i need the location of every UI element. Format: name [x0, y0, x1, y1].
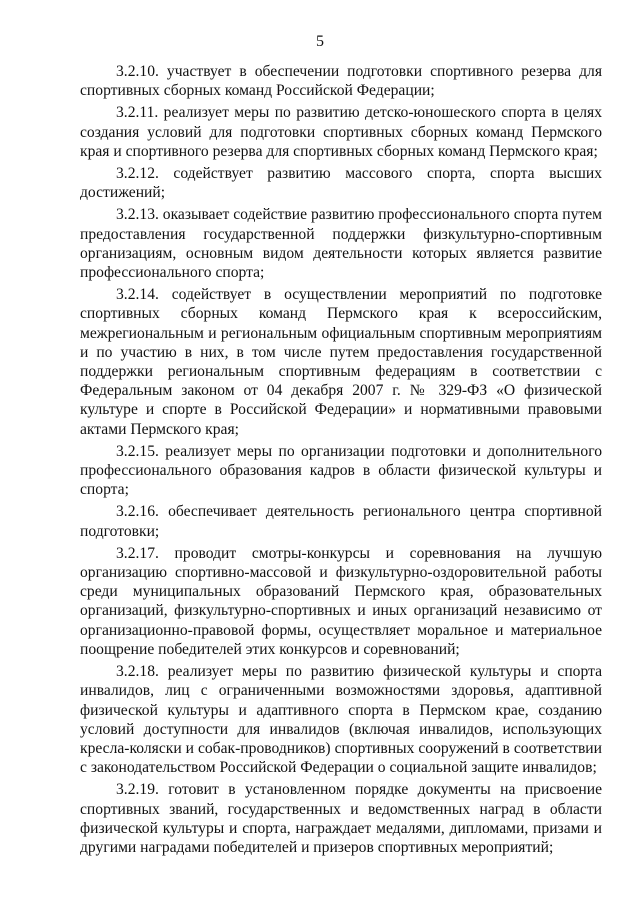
paragraph-3-2-15: 3.2.15. реализует меры по организации подготовки и дополнительного профессионального образования кадров в области физической культуры и спорта;: [80, 442, 602, 499]
paragraph-3-2-19: 3.2.19. готовит в установленном порядке документы на присвоение спортивных званий, государственных и ведомственных наград в области физической культуры и спорта, награждает медалями, дипломами, призами и другими наградами победителей и призеров спортивных мероприятий;: [80, 781, 602, 856]
paragraph-3-2-12: 3.2.12. содействует развитию массового спорта, спорта высших достижений;: [80, 165, 602, 202]
paragraph-3-2-18: 3.2.18. реализует меры по развитию физической культуры и спорта инвалидов, лиц с ограниченными возможностями здоровья, адаптивной физической культуры и адаптивного спорта в Пермском крае, созданию условий доступности для инвалидов (включая инвалидов, использующих кресла-коляски и собак-проводников) спортивных сооружений в соответствии с законодательством Российской Федерации о социальной защите инвалидов;: [80, 663, 602, 777]
document-body: [80, 62, 602, 860]
paragraph-3-2-11: 3.2.11. реализует меры по развитию детско-юношеского спорта в целях создания условий для подготовки спортивных сборных команд Пермского края и спортивного резерва для спортивных сборных команд Пермского края;: [80, 104, 602, 160]
paragraph-3-2-14: 3.2.14. содействует в осуществлении мероприятий по подготовке спортивных сборных команд Пермского края к всероссийским, межрегиональным и региональным официальным спортивным мероприятиям и по участию в них, в том числе путем предоставления государственной поддержки региональным спортивным федерациям в соответствии с Федеральным законом от 04 декабря 2007 г. № 329-ФЗ «О физической культуре и спорте в Российской Федерации» и нормативными правовыми актами Пермского края;: [80, 286, 602, 438]
paragraph-3-2-17: 3.2.17. проводит смотры-конкурсы и соревнования на лучшую организацию спортивно-массовой и физкультурно-оздоровительной работы среди муниципальных образований Пермского края, образовательных организаций, физкультурно-спортивных и иных организаций независимо от организационно-правовой формы, осуществляет моральное и материальное поощрение победителей этих конкурсов и соревнований;: [80, 544, 602, 658]
paragraph-3-2-13: 3.2.13. оказывает содействие развитию профессионального спорта путем предоставления государственной поддержки физкультурно-спортивным организациям, основным видом деятельности которых является развитие профессионального спорта;: [80, 206, 602, 282]
paragraph-3-2-16: 3.2.16. обеспечивает деятельность регионального центра спортивной подготовки;: [80, 503, 602, 540]
page-number: 5: [316, 33, 324, 50]
paragraph-3-2-10: 3.2.10. участвует в обеспечении подготовки спортивного резерва для спортивных сборных команд Российской Федерации;: [80, 63, 602, 100]
